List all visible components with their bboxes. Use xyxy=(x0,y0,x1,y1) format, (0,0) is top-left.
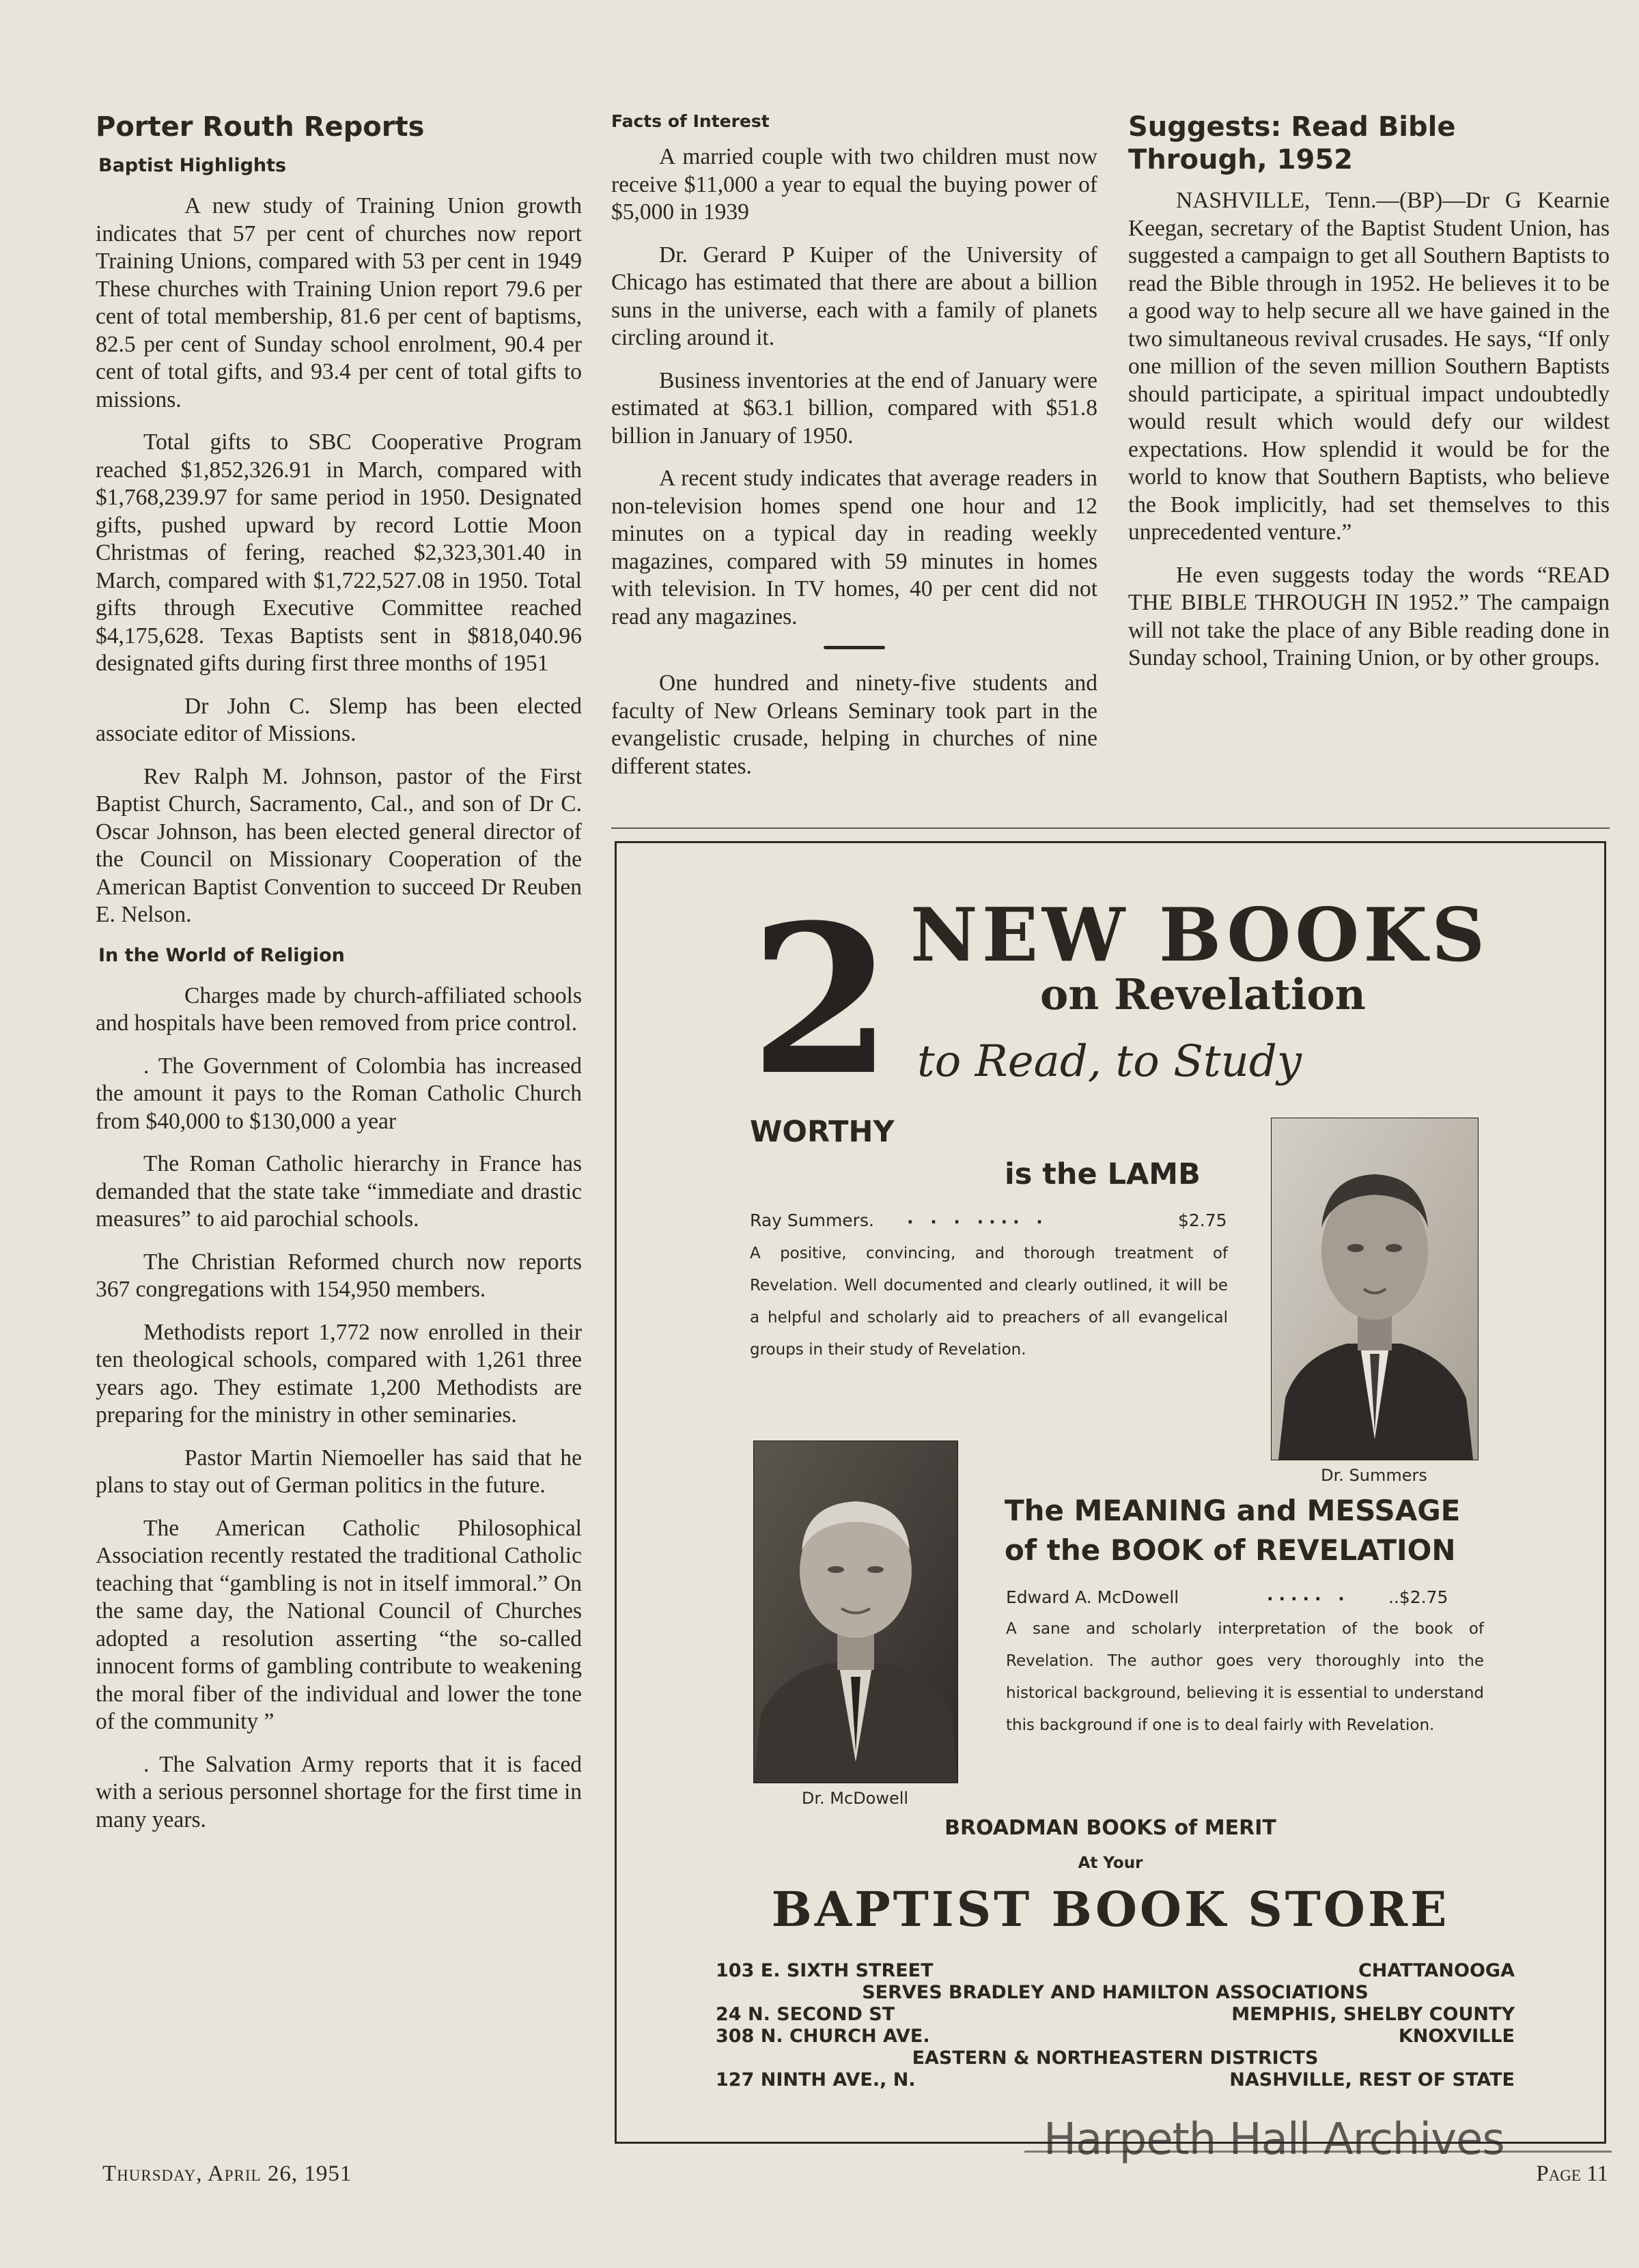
store-service-text: SERVES BRADLEY AND HAMILTON ASSOCIATIONS xyxy=(862,1982,1369,2003)
store-address: 103 E. SIXTH STREET xyxy=(716,1960,934,1981)
article-paragraph: A recent study indicates that average readers in non-television homes spend one hour and 12 minutes on a typical day in reading weekly magazines, compared with 59 minutes in homes with television. In TV homes, 40 per cent did not read any magazines. xyxy=(611,466,1097,629)
store-service-area xyxy=(716,2047,1515,2071)
article-paragraph: A new study of Training Union growth indicates that 57 per cent of churches now report Training Unions, compared with 53 per cent in 1949 These churches with Training Union report 79.6 per cent of total membership, 81.6 per cent of baptisms, 82.5 per cent of Sunday school enrolment, 90.4 per cent of total gifts, and 93.4 per cent of total gifts to missions. xyxy=(96,193,582,412)
store-address: 127 NINTH AVE., N. xyxy=(716,2069,916,2090)
article-paragraph: The Christian Reformed church now reports 367 congregations with 154,950 members. xyxy=(96,1249,582,1302)
ad-numeral: 2 xyxy=(750,879,893,1120)
column-title: Suggests: Read Bible Through, 1952 xyxy=(1128,111,1456,175)
article-paragraph: Total gifts to SBC Cooperative Program reached $1,852,326.91 in March, compared with $1,768,239.97 for same period in 1950. Designated gifts, pushed upward by record Lottie Moon Christmas of fering, reached $2,323,301.40 in March, compared with $1,722,527.08 in 1950. Total gifts through Executive Committee reached $4,175,628. Texas Baptists sent in $818,040.96 designated gifts during first three months of 1951 xyxy=(96,429,582,676)
article-paragraph: Business inventories at the end of January were estimated at $63.1 billion, compared with $51.8 billion in January of 1950. xyxy=(611,367,1097,449)
book2-price: ..$2.75 xyxy=(1388,1587,1448,1607)
article-paragraph: He even suggests today the words “READ THE BIBLE THROUGH IN 1952.” The campaign will not take the place of any Bible reading done in Sunday school, Training Union, or by other groups. xyxy=(1128,562,1610,670)
article-paragraph: Charges made by church-affiliated schools and hospitals have been removed from price control. xyxy=(96,982,582,1036)
book2-title-line2: of the BOOK of REVELATION xyxy=(1005,1533,1456,1567)
column-title: Facts of Interest xyxy=(611,111,770,131)
book2-leader-dots: ..... . xyxy=(1267,1585,1350,1604)
book1-title-line2: is the LAMB xyxy=(1005,1157,1201,1191)
paragraph-text: Dr John C. Slemp has been elected associate editor of Missions. xyxy=(96,693,582,746)
store-name: BAPTIST BOOK STORE xyxy=(771,1881,1450,1938)
article-paragraph: Pastor Martin Niemoeller has said that he plans to stay out of German politics in the future. xyxy=(96,1445,582,1498)
horizontal-rule xyxy=(611,827,1610,829)
store-city: CHATTANOOGA xyxy=(1358,1960,1515,1981)
ad-tagline: to Read, to Study xyxy=(917,1036,1302,1087)
section-heading-baptist-highlights: Baptist Highlights xyxy=(98,155,287,176)
book2-description: A sane and scholarly interpretation of the book of Revelation. The author goes very thoroughly into the historical background, believing it is essential to understand this background if one is to deal fairly with Revelation. xyxy=(1006,1620,1484,1734)
book1-author: Ray Summers. xyxy=(750,1210,874,1230)
store-address-row xyxy=(716,2069,1515,2093)
publisher-line: BROADMAN BOOKS of MERIT xyxy=(944,1816,1276,1840)
store-address: 24 N. SECOND ST xyxy=(716,2004,895,2025)
article-paragraph: . The Salvation Army reports that it is faced with a serious personnel shortage for the first time in many years. xyxy=(96,1751,582,1832)
article-paragraph: Dr. Gerard P Kuiper of the University of Chicago has estimated that there are about a billion suns in the universe, each with a family of planets circling around it. xyxy=(611,242,1097,350)
book1-title-line1: WORTHY xyxy=(750,1115,895,1149)
issue-date: Thursday, April 26, 1951 xyxy=(102,2161,352,2186)
store-address: 308 N. CHURCH AVE. xyxy=(716,2026,930,2047)
article-paragraph: The Roman Catholic hierarchy in France has demanded that the state take “immediate and drastic measures” to aid parochial schools. xyxy=(96,1151,582,1232)
photo-caption-summers: Dr. Summers xyxy=(1321,1466,1427,1485)
store-service-area xyxy=(716,1982,1515,2005)
article-paragraph: NASHVILLE, Tenn.—(BP)—Dr G Kearnie Keegan, secretary of the Baptist Student Union, has suggested a campaign to get all Southern Baptists to read the Bible through in 1952. He believes it to be a good way to help secure all we have gained in the two simultaneous revival crusades. He says, “If only one million of the seven million Southern Baptists should participate, a spiritual impact undoubtedly would result which would defy our wildest expectations. How splendid it would be for the world to know that Southern Baptists, who believe the Book implicitly, had set themselves to this unprecedented venture.” xyxy=(1128,188,1610,545)
column-title: Porter Routh Reports xyxy=(96,111,425,143)
store-address-row xyxy=(716,1960,1515,1983)
article-paragraph: The American Catholic Philosophical Association recently restated the traditional Catholic teaching that “gambling is not in itself immoral.” On the same day, the National Council of Churches adopted a resolution asserting “the so-called innocent forms of gambling contribute to weakening the moral fiber of the individual and lower the tone of the community ” xyxy=(96,1515,582,1734)
store-city: MEMPHIS, SHELBY COUNTY xyxy=(1231,2004,1515,2025)
article-paragraph: Rev Ralph M. Johnson, pastor of the First Baptist Church, Sacramento, Cal., and son of Dr C. Oscar Johnson, has been elected general director of the Council on Missionary Cooperation of the American Baptist Convention to succeed Dr Reuben E. Nelson. xyxy=(96,763,582,927)
ad-subhead: on Revelation xyxy=(1040,969,1366,1019)
portrait-photo-icon xyxy=(754,1441,957,1783)
book2-author: Edward A. McDowell xyxy=(1006,1587,1179,1607)
article-paragraph: A married couple with two children must now receive $11,000 a year to equal the buying power of $5,000 in 1939 xyxy=(611,144,1097,225)
article-paragraph: One hundred and ninety-five students and faculty of New Orleans Seminary took part in the evangelistic crusade, helping in churches of nine different states. xyxy=(611,670,1097,779)
store-city: NASHVILLE, REST OF STATE xyxy=(1229,2069,1515,2090)
portrait-dr-mcdowell xyxy=(753,1441,958,1783)
book2-title-line1: The MEANING and MESSAGE xyxy=(1005,1494,1461,1527)
column-read-bible xyxy=(1128,102,1610,688)
book1-leader-dots: . . . .... . xyxy=(907,1208,1048,1228)
store-address-row xyxy=(716,2004,1515,2027)
ad-headline: NEW BOOKS xyxy=(910,892,1489,978)
section-heading-world-of-religion: In the World of Religion xyxy=(98,944,345,966)
photo-caption-mcdowell: Dr. McDowell xyxy=(801,1789,909,1808)
book1-description: A positive, convincing, and thorough treatment of Revelation. Well documented and clearly outlined, it will be a helpful and scholarly aid to preachers of all evangelical groups in their study of Revelation. xyxy=(750,1245,1228,1359)
column-facts-of-interest xyxy=(611,109,1097,795)
archive-watermark: Harpeth Hall Archives xyxy=(1043,2114,1504,2165)
column-porter-routh xyxy=(96,102,582,1849)
article-paragraph: Methodists report 1,772 now enrolled in their ten theological schools, compared with 1,261 three years ago. They estimate 1,200 Methodists are preparing for the ministry in other seminaries. xyxy=(96,1319,582,1428)
book-advertisement xyxy=(615,841,1606,2144)
portrait-photo-icon xyxy=(1272,1118,1478,1460)
article-paragraph: . The Government of Colombia has increased the amount it pays to the Roman Catholic Church from $40,000 to $130,000 a year xyxy=(96,1053,582,1134)
store-address-row xyxy=(716,2026,1515,2049)
book1-price: $2.75 xyxy=(1178,1210,1227,1230)
article-paragraph xyxy=(96,693,582,748)
at-your-line: At Your xyxy=(1078,1854,1143,1872)
portrait-dr-summers xyxy=(1271,1118,1479,1460)
store-city: KNOXVILLE xyxy=(1398,2026,1515,2047)
page-number: Page 11 xyxy=(1536,2161,1608,2186)
store-service-text: EASTERN & NORTHEASTERN DISTRICTS xyxy=(912,2047,1319,2069)
section-divider xyxy=(824,646,885,649)
